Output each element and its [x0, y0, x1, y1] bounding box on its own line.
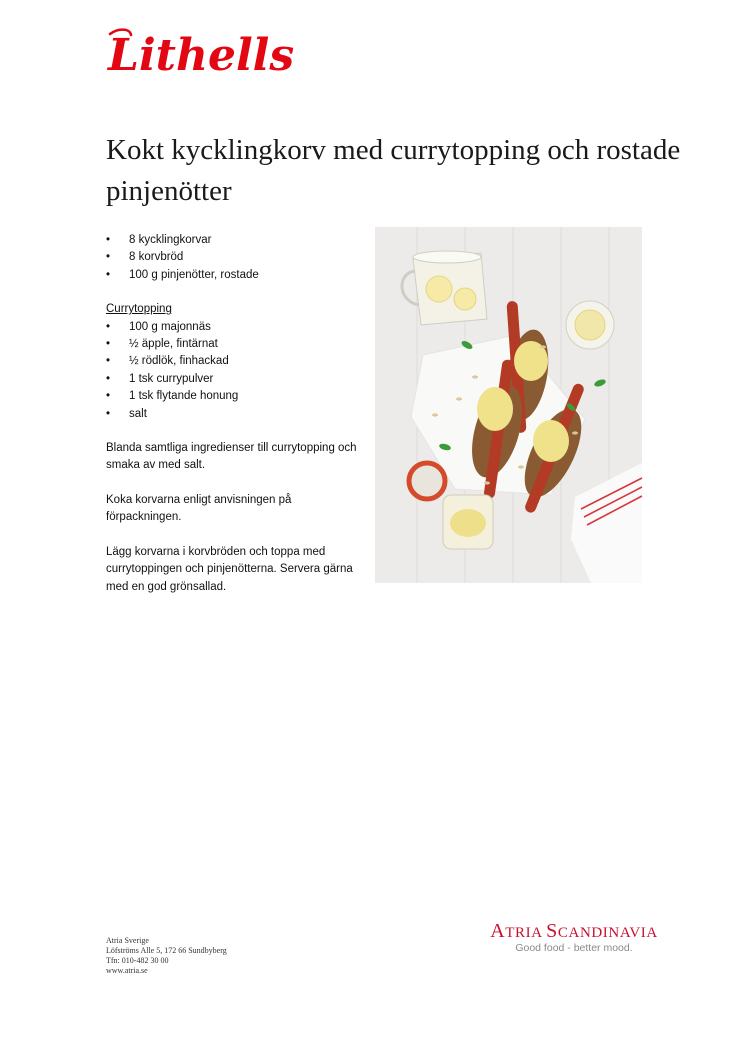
recipe-step: Koka korvarna enligt anvisningen på förpackningen.: [106, 493, 292, 524]
footer-address: [106, 936, 227, 976]
ingredient-item: • 8 korvbröd: [106, 249, 368, 266]
ingredient-item: • 100 g pinjenötter, rostade: [106, 267, 368, 284]
topping-heading: Currytopping: [106, 303, 172, 316]
lithells-logo-text: Lithells: [108, 30, 295, 81]
recipe-title: Kokt kycklingkorv med currytopping och rostade pinjenötter: [106, 134, 681, 207]
atria-logo-wordmark: ATRIA SCANDINAVIA: [490, 920, 658, 942]
topping-ingredient-list: [106, 319, 368, 423]
footer-street: Löfströms Alle 5, 172 66 Sundbyberg: [106, 946, 227, 955]
ingredient-item: • salt: [106, 406, 368, 423]
ingredient-list: [106, 232, 368, 284]
atria-tagline: Good food - better mood.: [515, 942, 633, 954]
ingredient-item: • ½ äpple, fintärnat: [106, 336, 368, 353]
recipe-step: Blanda samtliga ingredienser till currytopping och smaka av med salt.: [106, 442, 357, 472]
ingredient-item: • 8 kycklingkorvar: [106, 232, 368, 249]
ingredient-item: • ½ rödlök, finhackad: [106, 353, 368, 370]
drinking-glass: [566, 301, 614, 349]
recipe-content: [106, 232, 368, 596]
lithells-logo: [104, 22, 295, 84]
ingredient-item: • 1 tsk flytande honung: [106, 388, 368, 405]
ingredient-item: • 100 g majonnäs: [106, 319, 368, 336]
recipe-photo: [375, 227, 642, 583]
footer-phone: Tfn: 010-482 30 00: [106, 956, 169, 965]
atria-scandinavia-logo: [468, 921, 680, 954]
ingredient-item: • 1 tsk currypulver: [106, 371, 368, 388]
footer-website: www.atria.se: [106, 966, 148, 975]
recipe-step: Lägg korvarna i korvbröden och toppa med currytoppingen och pinjenötterna. Servera gärna med en god grönsallad.: [106, 545, 353, 593]
footer-company: Atria Sverige: [106, 936, 149, 945]
